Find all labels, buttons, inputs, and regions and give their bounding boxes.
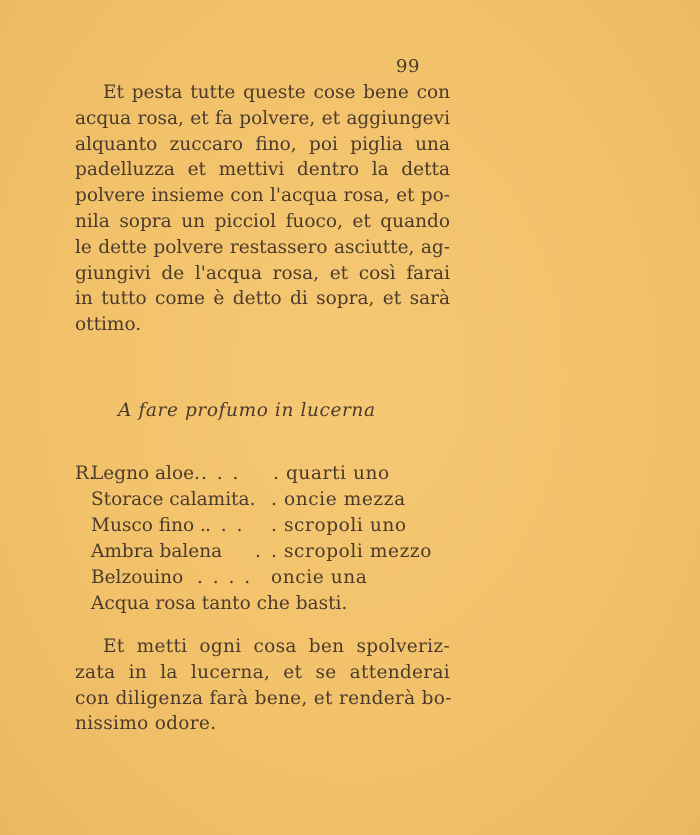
page-number: 99	[396, 56, 420, 77]
recipe-heading: A fare profumo in lucerna	[118, 400, 376, 421]
leader-dots: .	[255, 541, 263, 562]
text-line: in tutto come è detto di sopra, et sarà	[75, 288, 450, 310]
text-line: padelluzza et mettivi dentro la detta	[75, 159, 450, 181]
ingredient: Musco fino .	[91, 515, 206, 536]
text-line: nila sopra un picciol fuoco, et quando	[75, 210, 450, 232]
text-line: polvere insieme con l'acqua rosa, et po-	[75, 185, 450, 207]
text-line: acqua rosa, et fa polvere, et aggiungevi	[75, 107, 450, 129]
text-line: alquanto zuccaro fino, poi piglia una	[75, 133, 450, 155]
paragraph-1	[75, 80, 450, 338]
quantity: oncie una	[271, 567, 368, 588]
quantity: . quarti uno	[273, 463, 390, 484]
recipe-prefix: R.	[75, 463, 95, 484]
text-line: le dette polvere restassero asciutte, ag-	[75, 236, 450, 258]
quantity: . scropoli mezzo	[271, 541, 433, 562]
leader-dots: . . . .	[197, 567, 253, 588]
ingredient: Legno aloe.	[91, 463, 200, 484]
quantity: . scropoli uno	[271, 515, 407, 536]
text-line: ottimo.	[75, 314, 142, 336]
ingredient: Belzouino	[91, 567, 184, 588]
text-line: zata in la lucerna, et se attenderai	[75, 661, 450, 683]
ingredient: Ambra balena	[91, 541, 223, 562]
text-line: Et metti ogni cosa ben spolveriz-	[103, 636, 450, 657]
text-line: giungivi de l'acqua rosa, et così farai	[75, 262, 450, 284]
paragraph-2	[75, 634, 450, 737]
ingredient: Acqua rosa tanto che basti.	[91, 593, 348, 614]
text-line: nissimo odore.	[75, 713, 217, 735]
leader-dots: . . .	[201, 463, 241, 484]
text-line: con diligenza farà bene, et renderà bo-	[75, 687, 452, 709]
ingredient: Storace calamita.	[91, 489, 256, 510]
leader-dots: . . .	[205, 515, 245, 536]
quantity: . oncie mezza	[271, 489, 406, 510]
text-line: Et pesta tutte queste cose bene con	[103, 82, 450, 103]
